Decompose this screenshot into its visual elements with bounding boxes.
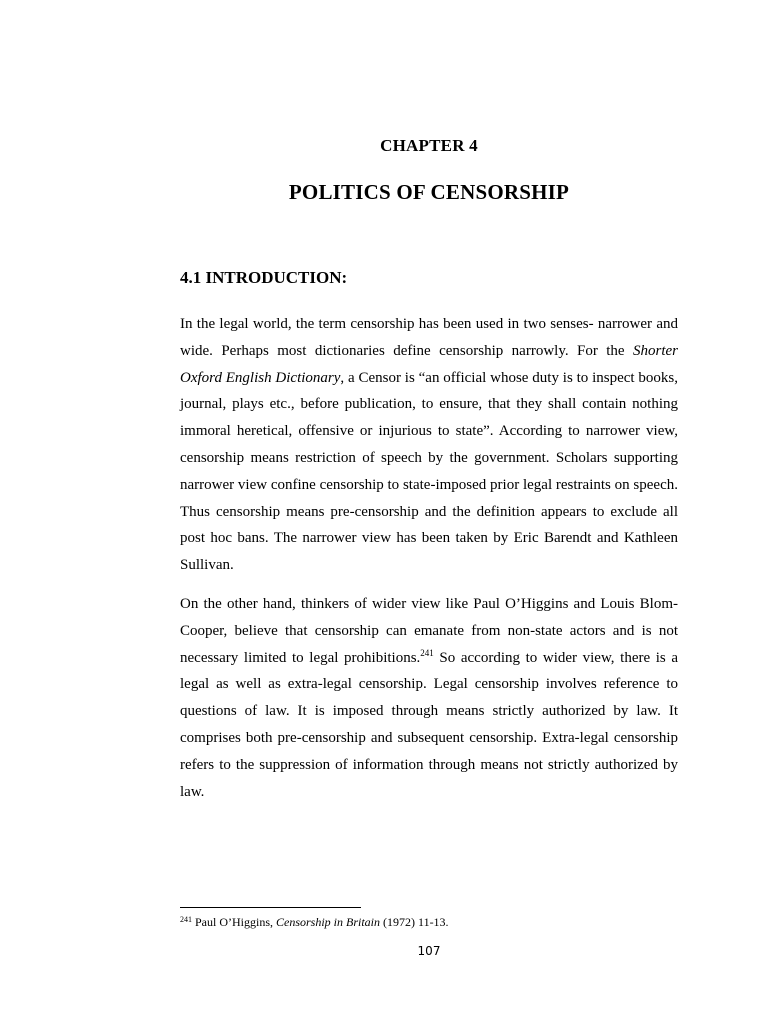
chapter-label: CHAPTER 4	[380, 136, 478, 155]
paragraph-wider-view	[180, 591, 678, 805]
footnote-details: (1972) 11-13.	[380, 915, 449, 929]
dictionary-title: Shorter Oxford English Dictionary	[180, 342, 678, 386]
footnote-separator	[180, 907, 361, 908]
paragraph-text: So according to wider view, there is a legal as well as extra-legal censorship. Legal censorship involves reference to questions of law. It is imposed through means strictly authorized by law. It comprises both pre-censorship and subsequent censorship. Extra-legal censorship refers to the suppression of information through means not strictly authorized by law.	[180, 649, 679, 800]
footnote-work-title: Censorship in Britain	[276, 915, 381, 929]
page-number: 107	[417, 944, 441, 958]
paragraph-introduction	[180, 311, 678, 579]
footnote-author: Paul O’Higgins,	[192, 915, 276, 929]
chapter-title: POLITICS OF CENSORSHIP	[288, 180, 570, 204]
paragraph-text: , a Censor is “an official whose duty is to inspect books, journal, plays etc., before publication, to ensure, that they shall contain nothing immoral heretical, offensive or injurious to state”. According to narrower view, censorship means restriction of speech by the government. Scholars supporting narrower view confine censorship to state-imposed prior legal restraints on speech. Thus censorship means pre-censorship and the definition appears to exclude all post hoc bans. The narrower view has been taken by Eric Barendt and Kathleen Sullivan.	[180, 369, 678, 574]
paragraph-text: On the other hand, thinkers of wider view like Paul O’Higgins and Louis Blom-Cooper, believe that censorship can emanate from non-state actors and is not necessary limited to legal prohibitions.	[180, 596, 678, 666]
footnote	[180, 914, 449, 930]
section-heading: 4.1 INTRODUCTION:	[180, 268, 348, 287]
footnote-reference[interactable]: 241	[420, 647, 434, 658]
footnote-number: 241	[180, 915, 192, 924]
paragraph-text: In the legal world, the term censorship has been used in two senses- narrower and wide. Perhaps most dictionaries define censorship narrowly. For the	[180, 316, 678, 359]
